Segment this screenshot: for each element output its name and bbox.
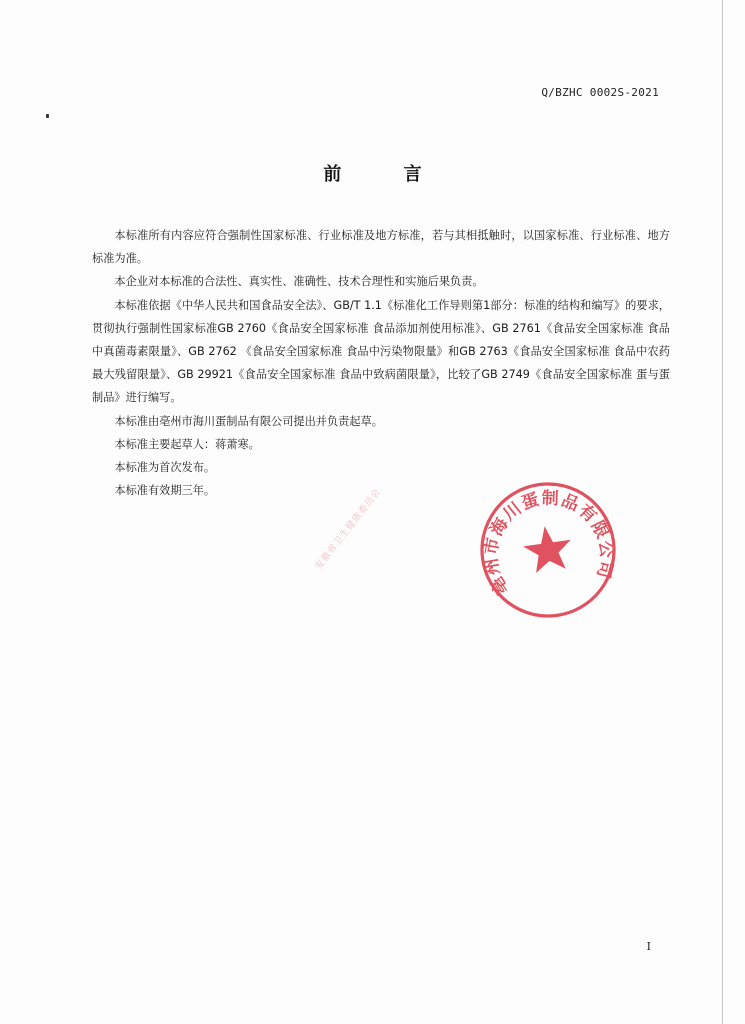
faint-stamp-seal: [302, 468, 392, 588]
scan-edge-line: [722, 0, 723, 1024]
paragraph-4: 本标准由亳州市海川蛋制品有限公司提出并负责起草。: [114, 414, 383, 428]
paragraph-3: 本标准依据《中华人民共和国食品安全法》、GB/T 1.1《标准化工作导则第1部分：标准的结构和编写》的要求，贯彻执行强制性国家标准GB 2760《食品安全国家标准 食品添加剂使用标准》、GB 2761《食品安全国家标准 食品中真菌毒素限量》、GB 2762 《食品安全国家标准 食品中污染物限量》和GB 2763《食品安全国家标准 食品中农药最大残留限量》、GB 29921《食品安全国家标准 食品中致病菌限量》，比较了GB 2749《食品安全国家标准 蛋与蛋制品》进行编写。: [92, 298, 670, 405]
company-seal: [478, 480, 618, 620]
svg-text:安徽省卫生健康委员会: 安徽省卫生健康委员会: [313, 486, 384, 572]
paragraph-5: 本标准主要起草人：蒋萧寒。: [114, 437, 260, 451]
paragraph-7: 本标准有效期三年。: [114, 484, 216, 498]
page-number: I: [646, 940, 651, 953]
paragraph-1: 本标准所有内容应符合强制性国家标准、行业标准及地方标准，若与其相抵触时，以国家标准、行业标准、地方标准为准。: [92, 229, 670, 266]
paragraph-2: 本企业对本标准的合法性、真实性、准确性、技术合理性和实施后果负责。: [114, 275, 484, 289]
seal-star: [521, 523, 575, 574]
scan-speck: [46, 114, 49, 118]
foreword-body: [92, 224, 670, 502]
paragraph-6: 本标准为首次发布。: [114, 461, 216, 475]
page-title: 前 言: [323, 164, 450, 185]
document-code: Q/BZHC 0002S-2021: [541, 86, 659, 99]
svg-text:亳州市海川蛋制品有限公司: 亳州市海川蛋制品有限公司: [481, 488, 617, 598]
